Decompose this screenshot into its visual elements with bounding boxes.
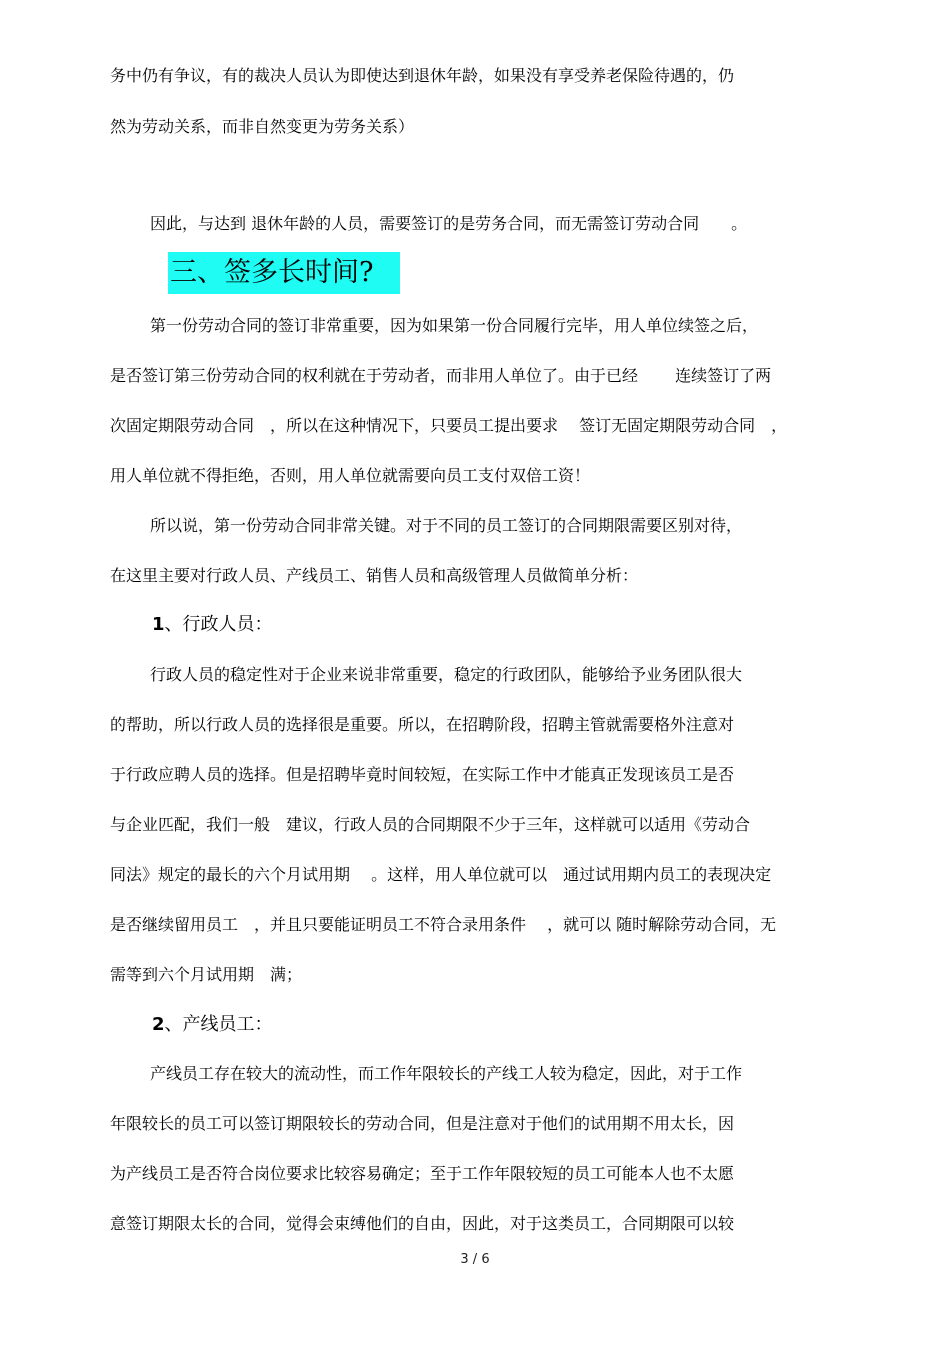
text-line: 在这里主要对行政人员、产线员工、销售人员和高级管理人员做简单分析： bbox=[110, 566, 639, 585]
subsection-heading-administrative bbox=[152, 613, 273, 637]
text-line: 因此，与达到 退休年龄的人员，需要签订的是劳务合同，而无需签订劳动合同 。 bbox=[150, 214, 748, 233]
text-line: 为产线员工是否符合岗位要求比较容易确定；至于工作年限较短的员工可能本人也不太愿 bbox=[110, 1164, 735, 1183]
text-line: 与企业匹配，我们一般 建议，行政人员的合同期限不少于三年，这样就可以适用《劳动合 bbox=[110, 815, 751, 834]
text-line: 的帮助，所以行政人员的选择很是重要。所以，在招聘阶段，招聘主管就需要格外注意对 bbox=[110, 715, 735, 734]
text-line: 用人单位就不得拒绝，否则，用人单位就需要向员工支付双倍工资！ bbox=[110, 466, 591, 485]
text-line: 是否继续留用员工 ，并且只要能证明员工不符合录用条件 ，就可以 随时解除劳动合同，无 bbox=[110, 915, 777, 934]
subsection-label: 、产线员工： bbox=[164, 1014, 273, 1035]
subsection-number: 2 bbox=[152, 1014, 165, 1035]
text-line: 行政人员的稳定性对于企业来说非常重要，稳定的行政团队，能够给予业务团队很大 bbox=[150, 665, 743, 684]
section-heading: 三、签多长时间? bbox=[168, 252, 400, 294]
text-line: 于行政应聘人员的选择。但是招聘毕竟时间较短，在实际工作中才能真正发现该员工是否 bbox=[110, 765, 735, 784]
text-line: 所以说，第一份劳动合同非常关键。对于不同的员工签订的合同期限需要区别对待， bbox=[150, 516, 743, 535]
subsection-number: 1 bbox=[152, 614, 165, 635]
text-line: 同法》规定的最长的六个月试用期 。这样，用人单位就可以 通过试用期内员工的表现决定 bbox=[110, 865, 772, 884]
text-line: 产线员工存在较大的流动性，而工作年限较长的产线工人较为稳定，因此，对于工作 bbox=[150, 1064, 743, 1083]
text-line: 然为劳动关系，而非自然变更为劳务关系） bbox=[110, 117, 415, 136]
text-line: 次固定期限劳动合同 ，所以在这种情况下，只要员工提出要求 签订无固定期限劳动合同 ， bbox=[110, 416, 788, 435]
page-number: 3 / 6 bbox=[460, 1252, 490, 1267]
text-line: 意签订期限太长的合同，觉得会束缚他们的自由，因此，对于这类员工，合同期限可以较 bbox=[110, 1214, 735, 1233]
text-line: 第一份劳动合同的签订非常重要，因为如果第一份合同履行完毕，用人单位续签之后， bbox=[150, 316, 759, 335]
text-line: 是否签订第三份劳动合同的权利就在于劳动者，而非用人单位了。由于已经 连续签订了两 bbox=[110, 366, 772, 385]
subsection-label: 、行政人员： bbox=[164, 614, 273, 635]
text-line: 务中仍有争议，有的裁决人员认为即使达到退休年龄，如果没有享受养老保险待遇的，仍 bbox=[110, 66, 735, 85]
text-line: 需等到六个月试用期 满； bbox=[110, 965, 303, 984]
subsection-heading-production-line bbox=[152, 1013, 273, 1037]
text-line: 年限较长的员工可以签订期限较长的劳动合同，但是注意对于他们的试用期不用太长，因 bbox=[110, 1114, 735, 1133]
